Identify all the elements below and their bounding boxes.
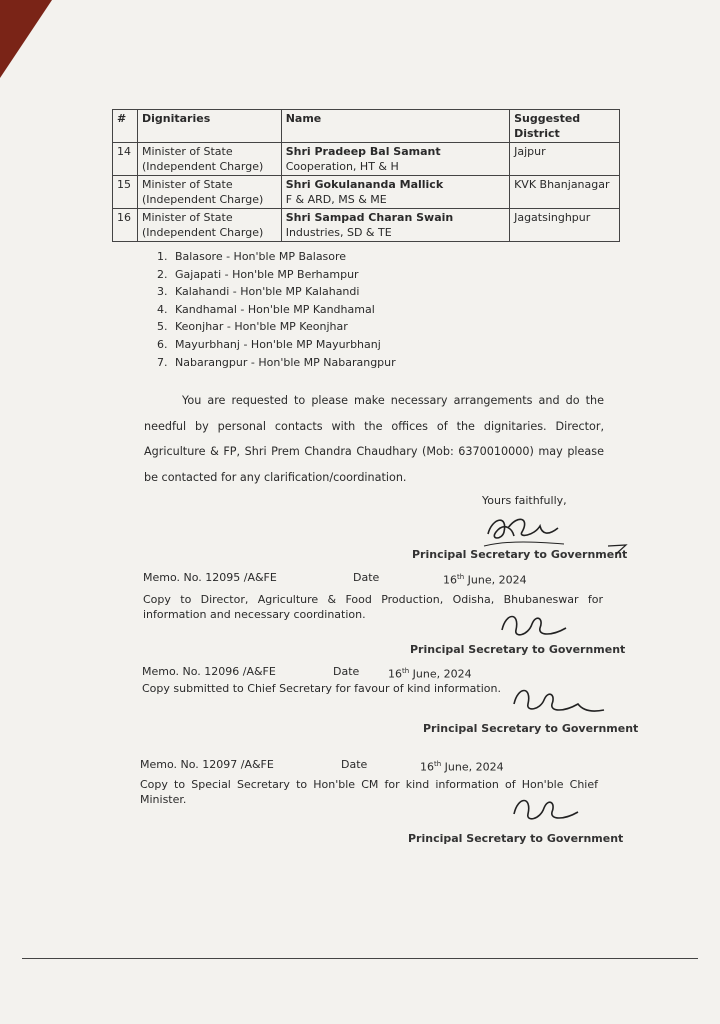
- row-dignitary: [137, 209, 281, 242]
- memo-copy-text: Copy submitted to Chief Secretary for favour of kind information.: [142, 682, 501, 695]
- list-number: 4.: [157, 302, 168, 316]
- row-num: 16: [113, 209, 138, 242]
- dignitary-title: Minister of State: [141, 211, 233, 224]
- row-num: 15: [113, 176, 138, 209]
- memo-number: Memo. No. 12097 /A&FE: [140, 758, 274, 771]
- table-row: [113, 176, 620, 209]
- memo-date-label: Date: [341, 758, 368, 771]
- list-item: [157, 248, 396, 266]
- list-item: [157, 354, 396, 372]
- list-number: 5.: [157, 320, 168, 334]
- person-name: Shri Pradeep Bal Samant: [285, 145, 441, 158]
- signature-image: [506, 790, 586, 830]
- paragraph-text: You are requested to please make necessary arrangements and do the needful by personal contacts with the offices of the dignitaries. Director, Agriculture & FP, Shri Prem Chandra Chaudhary (Mob: 6370010000) may please be contacted for any clarification/coordination.: [144, 394, 604, 484]
- row-num: 14: [113, 143, 138, 176]
- memo-date-label: Date: [333, 665, 360, 678]
- bottom-rule: [22, 958, 698, 959]
- signatory-label: Principal Secretary to Government: [410, 643, 626, 656]
- signature-image: [508, 682, 608, 722]
- dignitary-charge: (Independent Charge): [141, 193, 264, 206]
- row-dignitary: [137, 143, 281, 176]
- list-text: Nabarangpur - Hon'ble MP Nabarangpur: [175, 355, 396, 369]
- row-name: [281, 209, 509, 242]
- memo-date: 16th June, 2024: [420, 760, 504, 774]
- pen-stroke-mark: [606, 542, 630, 556]
- row-district: Jagatsinghpur: [510, 209, 620, 242]
- list-item: [157, 301, 396, 319]
- dignitary-title: Minister of State: [141, 145, 233, 158]
- list-text: Kandhamal - Hon'ble MP Kandhamal: [175, 302, 375, 316]
- list-item: [157, 318, 396, 336]
- signatory-label: Principal Secretary to Government: [408, 832, 624, 845]
- list-text: Keonjhar - Hon'ble MP Keonjhar: [175, 320, 348, 334]
- list-text: Balasore - Hon'ble MP Balasore: [175, 250, 347, 263]
- page-corner-fold: [0, 0, 52, 78]
- header-dignitaries: Dignitaries: [137, 110, 281, 143]
- list-text: Gajapati - Hon'ble MP Berhampur: [175, 267, 359, 281]
- row-district: Jajpur: [510, 143, 620, 176]
- signatory-label: Principal Secretary to Government: [412, 548, 628, 561]
- list-text: Mayurbhanj - Hon'ble MP Mayurbhanj: [175, 337, 381, 351]
- person-name: Shri Gokulananda Mallick: [285, 178, 444, 191]
- list-number: 7.: [157, 355, 168, 369]
- dignitary-charge: (Independent Charge): [141, 160, 264, 173]
- request-paragraph: [144, 388, 604, 490]
- person-name: Shri Sampad Charan Swain: [285, 211, 454, 224]
- row-dignitary: [137, 176, 281, 209]
- memo-date: 16th June, 2024: [388, 667, 472, 681]
- table-row: [113, 143, 620, 176]
- list-number: 2.: [157, 267, 168, 281]
- closing-salutation: Yours faithfully,: [482, 494, 567, 507]
- dignitary-title: Minister of State: [141, 178, 233, 191]
- memo-date: 16th June, 2024: [443, 573, 527, 587]
- list-number: 6.: [157, 337, 168, 351]
- list-number: 3.: [157, 285, 168, 299]
- list-item: [157, 283, 396, 301]
- row-district: KVK Bhanjanagar: [510, 176, 620, 209]
- signature-image: [478, 506, 568, 552]
- memo-date-label: Date: [353, 571, 380, 584]
- memo-copy-text: Copy to Special Secretary to Hon'ble CM for kind information of Hon'ble Chief Minister.: [140, 778, 598, 806]
- list-text: Kalahandi - Hon'ble MP Kalahandi: [175, 285, 360, 299]
- department: Cooperation, HT & H: [285, 160, 399, 173]
- list-item: [157, 336, 396, 354]
- department: F & ARD, MS & ME: [285, 193, 387, 206]
- signature-image: [494, 606, 574, 646]
- list-number: 1.: [157, 250, 168, 263]
- list-item: [157, 266, 396, 284]
- header-district: Suggested District: [510, 110, 620, 143]
- signatory-label: Principal Secretary to Government: [423, 722, 639, 735]
- row-name: [281, 143, 509, 176]
- header-num: #: [113, 110, 138, 143]
- dignitaries-table: [112, 109, 620, 242]
- mp-list: [157, 248, 396, 371]
- memo-number: Memo. No. 12095 /A&FE: [143, 571, 277, 584]
- table-row: [113, 209, 620, 242]
- row-name: [281, 176, 509, 209]
- table-header-row: [113, 110, 620, 143]
- department: Industries, SD & TE: [285, 226, 392, 239]
- memo-copy-text: Copy to Director, Agriculture & Food Production, Odisha, Bhubaneswar for information and necessary coordination.: [143, 593, 603, 621]
- memo-number: Memo. No. 12096 /A&FE: [142, 665, 276, 678]
- dignitary-charge: (Independent Charge): [141, 226, 264, 239]
- header-name: Name: [281, 110, 509, 143]
